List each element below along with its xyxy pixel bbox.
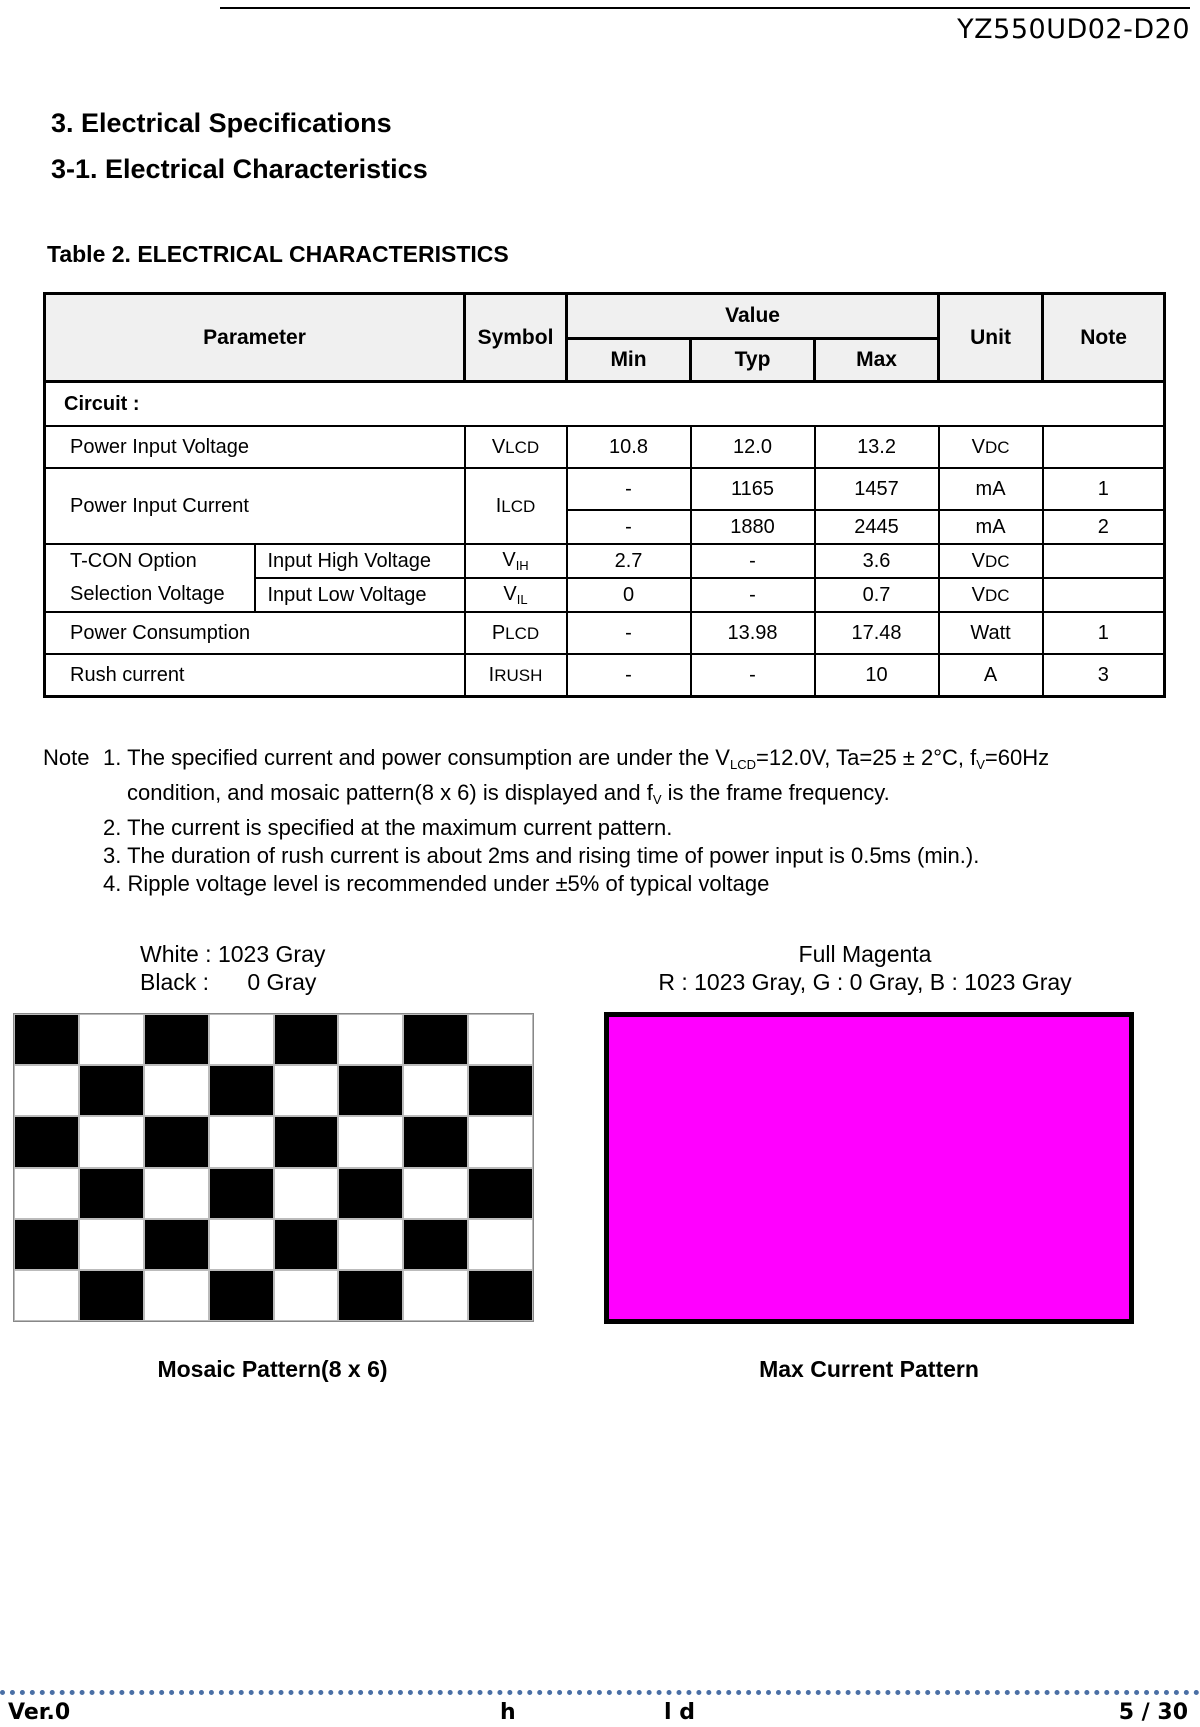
mosaic-cell: [338, 1065, 403, 1116]
param-cell: Power Consumption: [45, 612, 465, 654]
footer-mid-text-1: h: [500, 1700, 516, 1725]
mosaic-cell: [79, 1116, 144, 1167]
notes-block: [43, 744, 1049, 898]
mosaic-cell: [14, 1116, 79, 1167]
note-cell: [1043, 578, 1165, 612]
typ-cell: -: [691, 578, 815, 612]
group-label-bottom: Selection Voltage: [45, 578, 255, 612]
max-cell: 10: [815, 654, 939, 697]
mosaic-cell: [144, 1065, 209, 1116]
note-item-3: 3. The duration of rush current is about 2ms and rising time of power input is 0.5ms (min.).: [103, 843, 980, 868]
unit-cell: mA: [939, 510, 1043, 544]
mosaic-cell: [144, 1270, 209, 1321]
mosaic-cell: [14, 1065, 79, 1116]
max-current-pattern-caption: Max Current Pattern: [759, 1356, 979, 1382]
mosaic-cell: [79, 1270, 144, 1321]
mosaic-cell: [338, 1014, 403, 1065]
footer-mid-text-2: l d: [664, 1700, 695, 1725]
mosaic-cell: [338, 1168, 403, 1219]
magenta-pattern-label: [600, 940, 1130, 996]
mosaic-cell: [79, 1065, 144, 1116]
min-cell: 10.8: [567, 426, 691, 468]
mosaic-cell: [403, 1219, 468, 1270]
max-cell: 1457: [815, 468, 939, 510]
magenta-pattern-box: [604, 1012, 1134, 1324]
group-label-top: T-CON Option: [45, 544, 255, 578]
mosaic-cell: [403, 1270, 468, 1321]
max-cell: 3.6: [815, 544, 939, 578]
typ-cell: 12.0: [691, 426, 815, 468]
min-cell: 2.7: [567, 544, 691, 578]
table-row: [45, 578, 1165, 612]
subsection-title: 3-1. Electrical Characteristics: [51, 154, 428, 184]
unit-cell: VDC: [939, 426, 1043, 468]
min-cell: 0: [567, 578, 691, 612]
min-cell: -: [567, 654, 691, 697]
notes-list: [103, 744, 1049, 898]
mosaic-cell: [274, 1014, 339, 1065]
mosaic-label-black: Black : 0 Gray: [140, 969, 317, 995]
mosaic-pattern-caption: Mosaic Pattern(8 x 6): [157, 1356, 388, 1382]
symbol-cell: IRUSH: [465, 654, 567, 697]
param-cell: Input Low Voltage: [255, 578, 465, 612]
mosaic-cell: [209, 1168, 274, 1219]
max-cell: 17.48: [815, 612, 939, 654]
unit-cell: Watt: [939, 612, 1043, 654]
mosaic-cell: [403, 1014, 468, 1065]
electrical-characteristics-table: [43, 292, 1166, 698]
mosaic-cell: [209, 1116, 274, 1167]
header-max: Max: [815, 339, 939, 382]
typ-cell: 1880: [691, 510, 815, 544]
table-section-row: [45, 382, 1165, 427]
param-cell: Rush current: [45, 654, 465, 697]
unit-cell: A: [939, 654, 1043, 697]
mosaic-cell: [403, 1065, 468, 1116]
footer-page-number: 5 / 30: [1118, 1700, 1188, 1725]
note-item-2: 2. The current is specified at the maximum current pattern.: [103, 815, 673, 840]
document-id: YZ550UD02-D20: [957, 14, 1190, 45]
note-cell: 1: [1043, 468, 1165, 510]
typ-cell: 1165: [691, 468, 815, 510]
param-cell: Power Input Current: [45, 468, 465, 544]
param-cell: Power Input Voltage: [45, 426, 465, 468]
table-row: [45, 468, 1165, 510]
footer-version: Ver.0: [8, 1700, 71, 1725]
mosaic-cell: [144, 1116, 209, 1167]
magenta-label-title: Full Magenta: [798, 941, 932, 967]
note-item-4: 4. Ripple voltage level is recommended under ±5% of typical voltage: [103, 871, 770, 896]
mosaic-cell: [338, 1116, 403, 1167]
note-cell: [1043, 426, 1165, 468]
table-row: [45, 544, 1165, 578]
mosaic-cell: [79, 1168, 144, 1219]
mosaic-cell: [274, 1168, 339, 1219]
note-cell: 3: [1043, 654, 1165, 697]
mosaic-cell: [144, 1168, 209, 1219]
mosaic-cell: [14, 1219, 79, 1270]
mosaic-cell: [79, 1014, 144, 1065]
table-row: [45, 612, 1165, 654]
mosaic-cell: [14, 1014, 79, 1065]
max-cell: 2445: [815, 510, 939, 544]
mosaic-cell: [468, 1219, 533, 1270]
mosaic-cell: [468, 1014, 533, 1065]
unit-cell: VDC: [939, 544, 1043, 578]
mosaic-pattern-grid: [13, 1013, 534, 1322]
mosaic-cell: [14, 1270, 79, 1321]
symbol-cell: ILCD: [465, 468, 567, 544]
min-cell: -: [567, 612, 691, 654]
mosaic-cell: [209, 1065, 274, 1116]
unit-cell: VDC: [939, 578, 1043, 612]
typ-cell: -: [691, 544, 815, 578]
table-row: [45, 426, 1165, 468]
typ-cell: 13.98: [691, 612, 815, 654]
header-value: Value: [567, 294, 939, 339]
mosaic-cell: [468, 1168, 533, 1219]
mosaic-cell: [468, 1116, 533, 1167]
header-min: Min: [567, 339, 691, 382]
symbol-cell: $V_{IL}$: [465, 578, 567, 612]
min-cell: -: [567, 468, 691, 510]
note-cell: [1043, 544, 1165, 578]
notes-label: Note: [43, 745, 90, 770]
mosaic-cell: [209, 1219, 274, 1270]
mosaic-cell: [468, 1065, 533, 1116]
mosaic-cell: [274, 1116, 339, 1167]
param-cell: Input High Voltage: [255, 544, 465, 578]
symbol-cell: VLCD: [465, 426, 567, 468]
mosaic-cell: [403, 1116, 468, 1167]
mosaic-cell: [14, 1168, 79, 1219]
table-caption: Table 2. ELECTRICAL CHARACTERISTICS: [47, 241, 509, 267]
mosaic-cell: [274, 1270, 339, 1321]
mosaic-cell: [468, 1270, 533, 1321]
mosaic-cell: [79, 1219, 144, 1270]
mosaic-cell: [274, 1065, 339, 1116]
unit-cell: mA: [939, 468, 1043, 510]
mosaic-cell: [144, 1014, 209, 1065]
header-typ: Typ: [691, 339, 815, 382]
symbol-cell: $V_{IH}$: [465, 544, 567, 578]
mosaic-cell: [209, 1270, 274, 1321]
header-symbol: Symbol: [465, 294, 567, 382]
footer-rule: [0, 1690, 1200, 1695]
max-cell: 13.2: [815, 426, 939, 468]
section-title: 3. Electrical Specifications: [51, 108, 392, 138]
mosaic-cell: [274, 1219, 339, 1270]
table-row: [45, 654, 1165, 697]
section-circuit: Circuit :: [45, 382, 1165, 427]
mosaic-label-white: White : 1023 Gray: [140, 941, 326, 967]
min-cell: -: [567, 510, 691, 544]
mosaic-cell: [338, 1219, 403, 1270]
typ-cell: -: [691, 654, 815, 697]
symbol-cell: PLCD: [465, 612, 567, 654]
note-cell: 2: [1043, 510, 1165, 544]
mosaic-cell: [144, 1219, 209, 1270]
magenta-label-levels: R : 1023 Gray, G : 0 Gray, B : 1023 Gray: [658, 969, 1072, 995]
note-cell: 1: [1043, 612, 1165, 654]
note-item-1: 1. The specified current and power consumption are under the $V_{LCD}=12.0V$, Ta=25 ± 2°C, $f_V=60Hz$ condition, and mosaic pattern(8 x 6) is displayed and $f_V$ is the frame frequency.: [103, 745, 1050, 807]
max-cell: 0.7: [815, 578, 939, 612]
header-note: Note: [1043, 294, 1165, 382]
mosaic-pattern-label: [140, 940, 325, 996]
mosaic-cell: [403, 1168, 468, 1219]
header-parameter: Parameter: [45, 294, 465, 382]
mosaic-cell: [209, 1014, 274, 1065]
notes-row: [43, 744, 1049, 898]
mosaic-cell: [338, 1270, 403, 1321]
header-unit: Unit: [939, 294, 1043, 382]
header-rule: [220, 7, 1190, 9]
